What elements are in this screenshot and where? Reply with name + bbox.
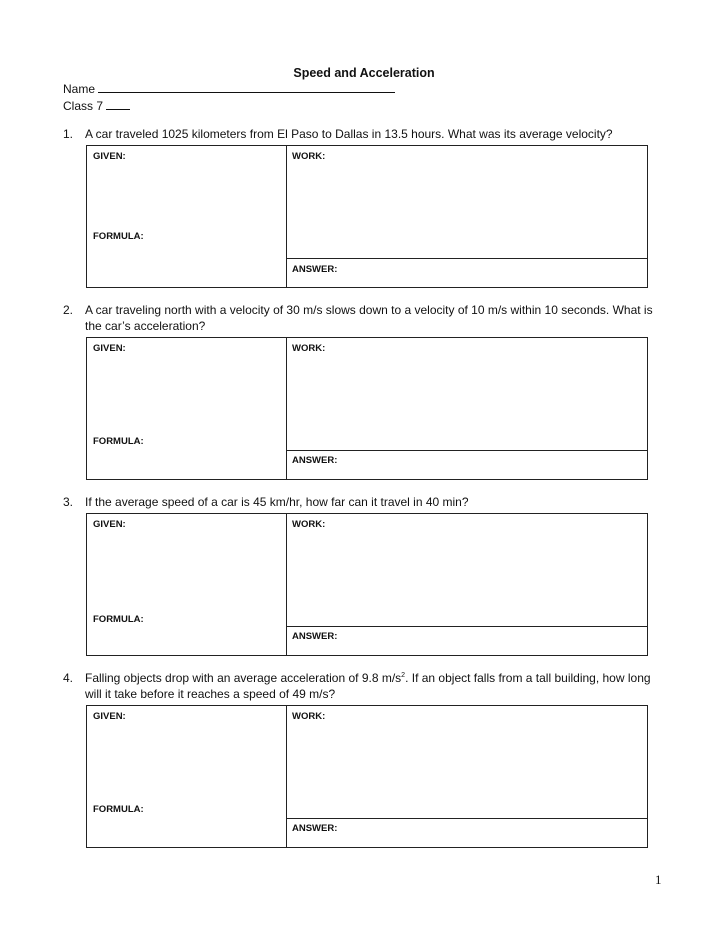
answer-divider — [286, 626, 647, 627]
name-blank[interactable] — [98, 81, 395, 93]
work-label: WORK: — [292, 519, 326, 530]
given-label: GIVEN: — [93, 151, 126, 162]
question-text: A car traveling north with a velocity of 30 m/s slows down to a velocity of 10 m/s within 10 seconds. What is the car’s acceleration? — [85, 303, 653, 333]
page-title: Speed and Acceleration — [293, 66, 435, 80]
question-text: If the average speed of a car is 45 km/hr, how far can it travel in 40 min? — [85, 495, 469, 509]
name-label: Name — [63, 82, 96, 96]
answer-box-4 — [86, 705, 648, 848]
question-number: 1. — [63, 127, 74, 141]
answer-label: ANSWER: — [292, 264, 338, 275]
given-label: GIVEN: — [93, 711, 126, 722]
question-3 — [63, 494, 663, 510]
class-label: Class 7 — [63, 99, 104, 113]
class-blank[interactable] — [106, 98, 130, 110]
answer-label: ANSWER: — [292, 631, 338, 642]
formula-label: FORMULA: — [93, 436, 144, 447]
question-2 — [63, 302, 663, 334]
answer-divider — [286, 450, 647, 451]
question-4 — [63, 670, 663, 702]
answer-divider — [286, 258, 647, 259]
work-label: WORK: — [292, 711, 326, 722]
page-number: 1 — [655, 872, 662, 887]
class-line — [63, 98, 130, 113]
question-text-part: . If an object falls from a tall building, how long will it take before it reaches a speed of 49 m/s? — [85, 671, 651, 701]
box-divider — [286, 338, 287, 479]
given-label: GIVEN: — [93, 343, 126, 354]
answer-divider — [286, 818, 647, 819]
answer-box-1 — [86, 145, 648, 288]
given-label: GIVEN: — [93, 519, 126, 530]
question-text: A car traveled 1025 kilometers from El Paso to Dallas in 13.5 hours. What was its average velocity? — [85, 127, 613, 141]
work-label: WORK: — [292, 343, 326, 354]
answer-label: ANSWER: — [292, 823, 338, 834]
question-text — [85, 670, 663, 702]
question-number: 2. — [63, 303, 74, 317]
superscript-two: 2 — [401, 672, 406, 679]
answer-label: ANSWER: — [292, 455, 338, 466]
box-divider — [286, 706, 287, 847]
answer-box-3 — [86, 513, 648, 656]
question-1 — [63, 126, 663, 142]
question-number: 4. — [63, 671, 74, 685]
question-number: 3. — [63, 495, 74, 509]
question-text-part: Falling objects drop with an average acceleration of 9.8 m/s — [85, 671, 402, 685]
box-divider — [286, 146, 287, 287]
formula-label: FORMULA: — [93, 614, 144, 625]
answer-box-2 — [86, 337, 648, 480]
work-label: WORK: — [292, 151, 326, 162]
formula-label: FORMULA: — [93, 231, 144, 242]
formula-label: FORMULA: — [93, 804, 144, 815]
box-divider — [286, 514, 287, 655]
name-line — [63, 81, 395, 96]
